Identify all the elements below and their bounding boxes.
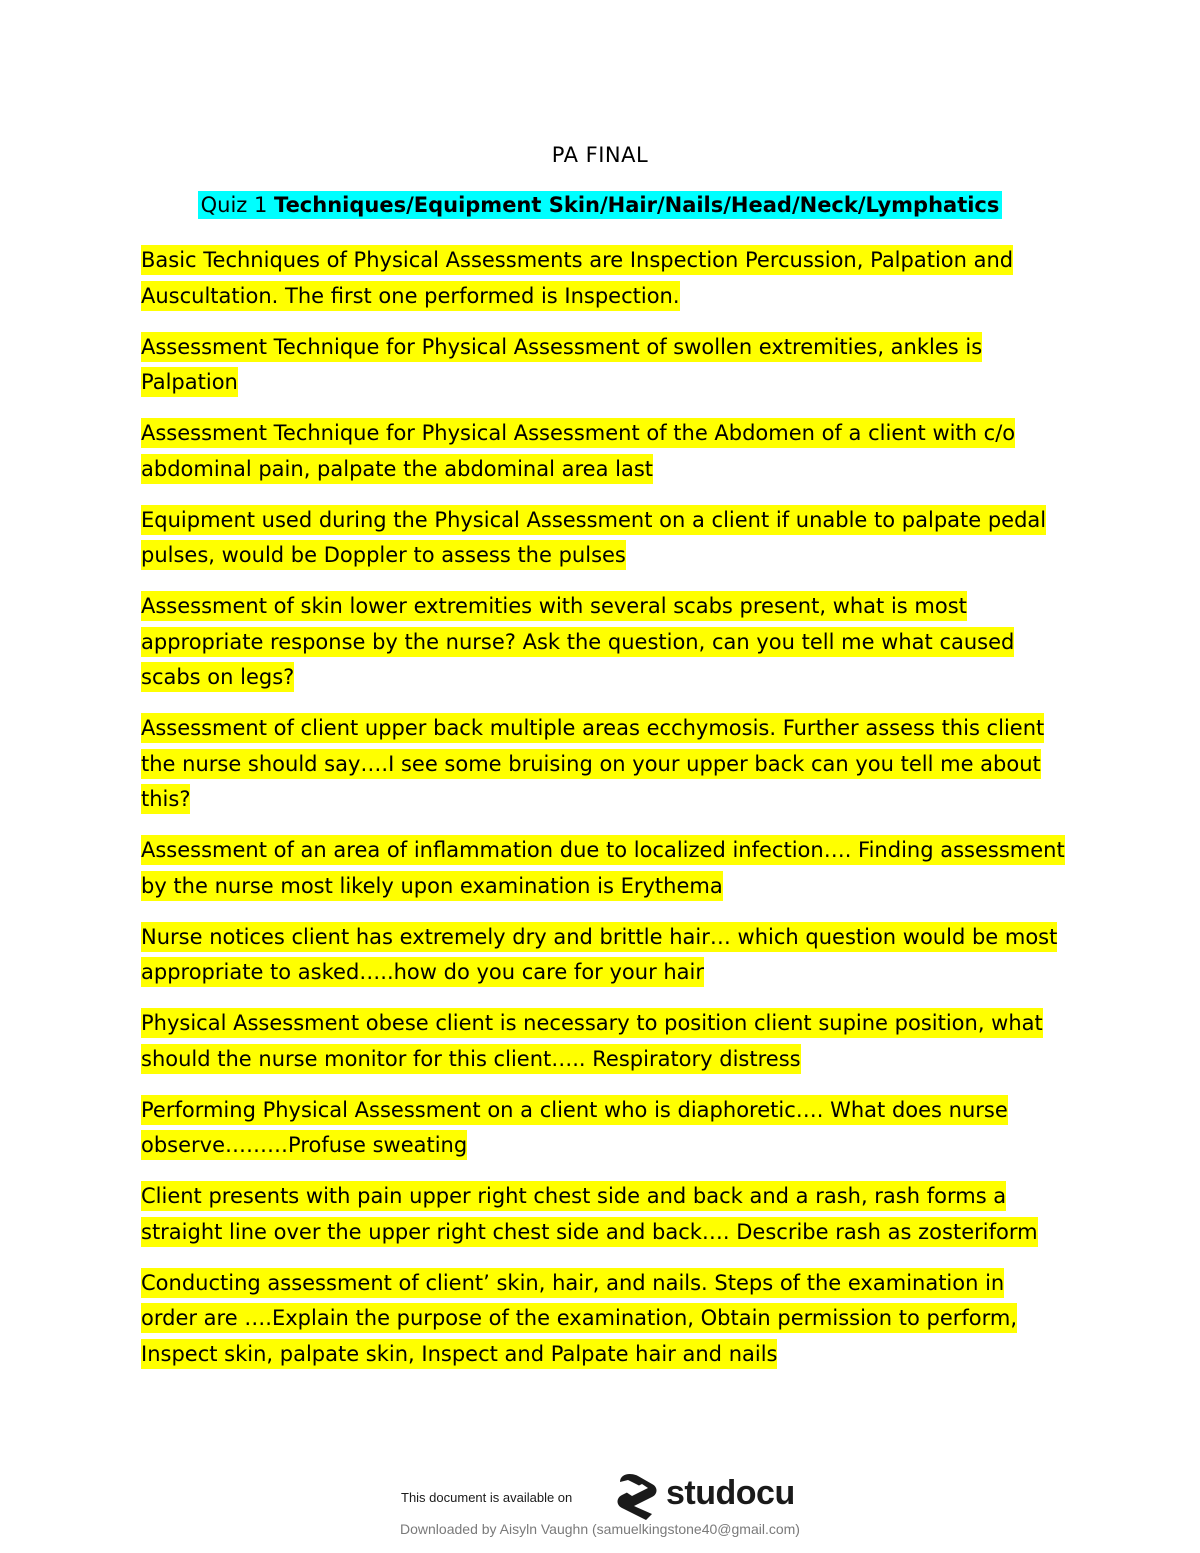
quiz-heading-highlight bbox=[198, 191, 1003, 219]
downloaded-by-text: Downloaded by Aisyln Vaughn (samuelkingstone40@gmail.com) bbox=[400, 1521, 800, 1537]
available-on-text: This document is available on bbox=[401, 1490, 573, 1505]
quiz-item bbox=[141, 1006, 1066, 1077]
quiz-item-text: Client presents with pain upper right chest side and back and a rash, rash forms a straight line over the upper right chest side and back…. Describe rash as zosteriform bbox=[141, 1181, 1038, 1247]
quiz-item bbox=[141, 833, 1066, 904]
quiz-item bbox=[141, 1179, 1066, 1250]
quiz-item-text: Performing Physical Assessment on a client who is diaphoretic…. What does nurse observe………Profuse sweating bbox=[141, 1095, 1008, 1161]
document-footer bbox=[0, 1468, 1200, 1548]
quiz-item-text: Assessment of an area of inflammation due to localized infection…. Finding assessment by the nurse most likely upon examination is Erythema bbox=[141, 835, 1065, 901]
quiz-item-text: Physical Assessment obese client is necessary to position client supine position, what should the nurse monitor for this client….. Respiratory distress bbox=[141, 1008, 1043, 1074]
quiz-item bbox=[141, 711, 1066, 818]
quiz-item-text: Assessment of skin lower extremities with several scabs present, what is most appropriate response by the nurse? Ask the question, can you tell me what caused scabs on legs? bbox=[141, 591, 1014, 692]
quiz-item bbox=[141, 243, 1066, 314]
quiz-item bbox=[141, 589, 1066, 696]
quiz-item-text: Nurse notices client has extremely dry and brittle hair… which question would be most appropriate to asked…..how do you care for your hair bbox=[141, 922, 1057, 988]
quiz-item bbox=[141, 1266, 1066, 1373]
quiz-item-list bbox=[141, 243, 1066, 1388]
quiz-item-text: Assessment of client upper back multiple areas ecchymosis. Further assess this client the nurse should say….I see some bruising on your upper back can you tell me about this? bbox=[141, 713, 1044, 814]
quiz-item bbox=[141, 503, 1066, 574]
quiz-item bbox=[141, 920, 1066, 991]
quiz-item-text: Equipment used during the Physical Assessment on a client if unable to palpate pedal pulses, would be Doppler to assess the pulses bbox=[141, 505, 1046, 571]
document-title: PA FINAL bbox=[551, 143, 649, 167]
quiz-heading bbox=[0, 193, 1200, 217]
quiz-item-text: Assessment Technique for Physical Assessment of swollen extremities, ankles is Palpation bbox=[141, 332, 982, 398]
quiz-item-text: Assessment Technique for Physical Assessment of the Abdomen of a client with c/o abdominal pain, palpate the abdominal area last bbox=[141, 418, 1015, 484]
quiz-item bbox=[141, 330, 1066, 401]
quiz-item bbox=[141, 416, 1066, 487]
quiz-item bbox=[141, 1093, 1066, 1164]
quiz-heading-prefix: Quiz 1 bbox=[200, 193, 275, 217]
studocu-brand-link[interactable]: studocu bbox=[666, 1474, 795, 1512]
quiz-item-text: Basic Techniques of Physical Assessments are Inspection Percussion, Palpation and Auscultation. The first one performed is Inspection. bbox=[141, 245, 1013, 311]
quiz-heading-topics: Techniques/Equipment Skin/Hair/Nails/Head/Neck/Lymphatics bbox=[274, 193, 1000, 217]
quiz-item-text: Conducting assessment of client’ skin, hair, and nails. Steps of the examination in order are ….Explain the purpose of the examination, Obtain permission to perform, Inspect skin, palpate skin, Inspect and Palpate hair and nails bbox=[141, 1268, 1017, 1369]
